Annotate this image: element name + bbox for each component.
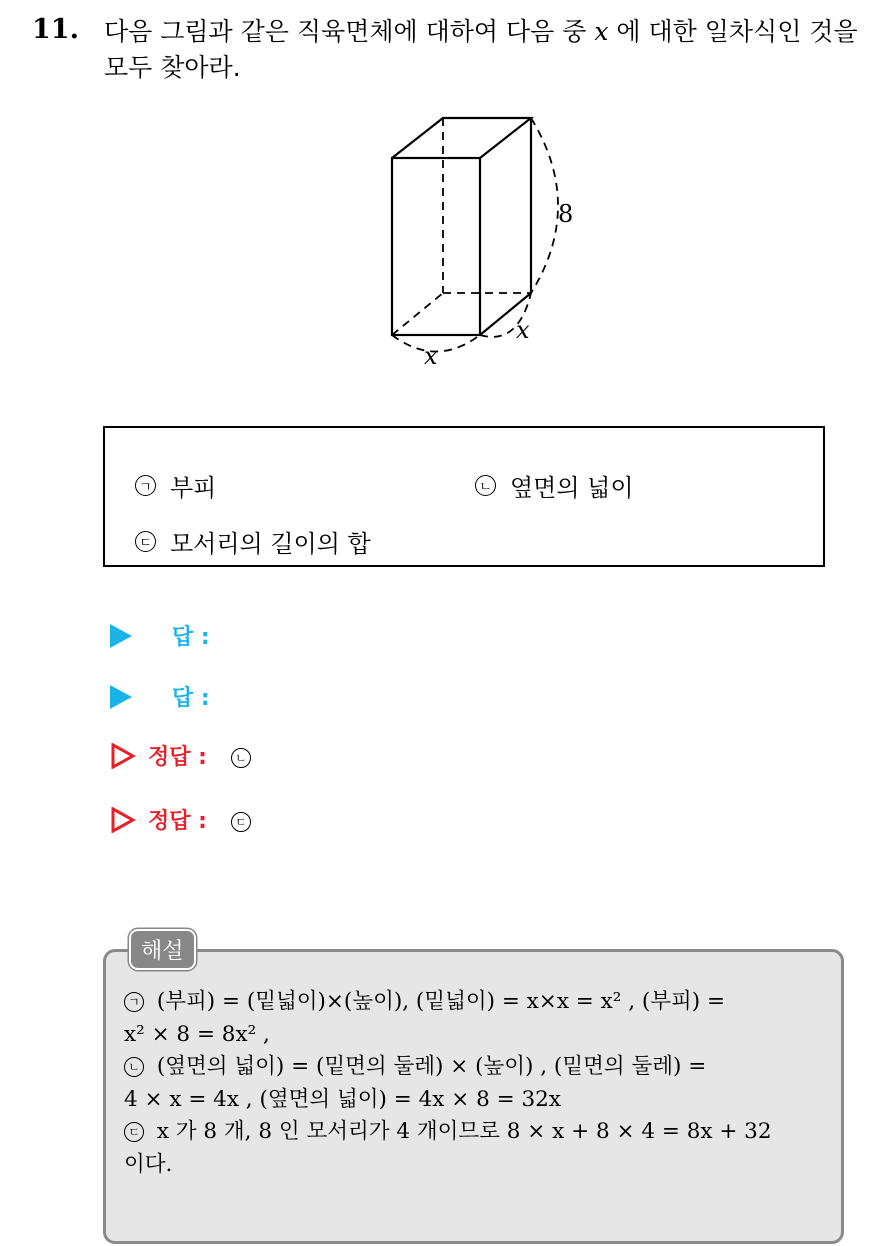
choice-2-marker: ㄴ: [475, 475, 496, 496]
choice-2: [475, 468, 634, 503]
explanation-text-3: (옆면의 넓이) = (밑면의 둘레) × (높이) , (밑면의 둘레) =: [150, 1054, 707, 1079]
correct-answer-row-1: [110, 740, 257, 771]
answer-row-1: [110, 620, 234, 651]
play-icon: [110, 685, 132, 709]
explanation-text-5: x 가 8 개, 8 인 모서리가 4 개이므로 8 × x + 8 × 4 = 8x + 32: [150, 1119, 772, 1144]
explanation-text-6: 이다.: [124, 1151, 173, 1177]
explanation-line-6: [124, 1149, 823, 1182]
correct-answer-label-2: 정답 :: [148, 809, 207, 834]
explanation-text-2: x² × 8 = 8x² ,: [124, 1021, 270, 1047]
choice-1-marker: ㄱ: [135, 475, 156, 496]
choice-2-text: 옆면의 넓이: [510, 474, 634, 502]
correct-answer-marker-1: ㄴ: [231, 748, 251, 768]
answer-label-2: 답 :: [172, 686, 210, 711]
explanation-marker-3: ㄴ: [124, 1057, 144, 1077]
explanation-tab: 해설: [129, 929, 196, 970]
question-text: [104, 14, 874, 86]
cuboid-hidden-bottom-left: [392, 293, 443, 335]
question-variable: x: [594, 17, 609, 46]
choice-1-text: 부피: [170, 474, 217, 502]
choice-box: [103, 426, 825, 567]
height-label: 8: [558, 200, 574, 228]
choice-3: [135, 524, 371, 559]
correct-answer-marker-2: ㄷ: [231, 812, 251, 832]
explanation-box: [103, 949, 844, 1244]
explanation-line-5: [124, 1116, 823, 1149]
answer-label-1: 답 :: [172, 625, 210, 650]
cuboid-front-face: [392, 158, 480, 335]
explanation-line-3: [124, 1051, 823, 1084]
question-text-part2: 에 대한 일차식인 것을: [608, 17, 858, 46]
question-text-line2: 모두 찾아라.: [104, 53, 241, 82]
explanation-line-2: [124, 1019, 823, 1052]
explanation-line-4: [124, 1084, 823, 1117]
explanation-marker-5: ㄷ: [124, 1122, 144, 1142]
explanation-text-1: (부피) = (밑넓이)×(높이), (밑넓이) = x×x = x² , (부피) =: [150, 989, 726, 1014]
explanation-marker-1: ㄱ: [124, 992, 144, 1012]
explanation-line-1: [124, 986, 823, 1019]
choice-3-marker: ㄷ: [135, 531, 156, 552]
correct-answer-row-2: [110, 804, 257, 835]
choice-3-text: 모서리의 길이의 합: [170, 530, 371, 558]
question-number: 11.: [32, 14, 79, 45]
cuboid-figure: [380, 106, 580, 371]
depth-label: x: [516, 316, 530, 344]
question-text-part1: 다음 그림과 같은 직육면체에 대하여 다음 중: [104, 17, 595, 46]
outline-play-icon: [110, 807, 136, 833]
cuboid-top-edges: [392, 118, 531, 158]
width-label: x: [424, 342, 438, 370]
answer-row-2: [110, 681, 234, 712]
correct-answer-label-1: 정답 :: [148, 745, 207, 770]
explanation-text-4: 4 × x = 4x , (옆면의 넓이) = 4x × 8 = 32x: [124, 1086, 561, 1112]
correct-answer-value-1: [231, 743, 257, 768]
play-icon: [110, 624, 132, 648]
choice-1: [135, 468, 216, 503]
height-brace: [531, 118, 558, 293]
outline-play-icon: [110, 743, 136, 769]
correct-answer-value-2: [231, 807, 257, 832]
